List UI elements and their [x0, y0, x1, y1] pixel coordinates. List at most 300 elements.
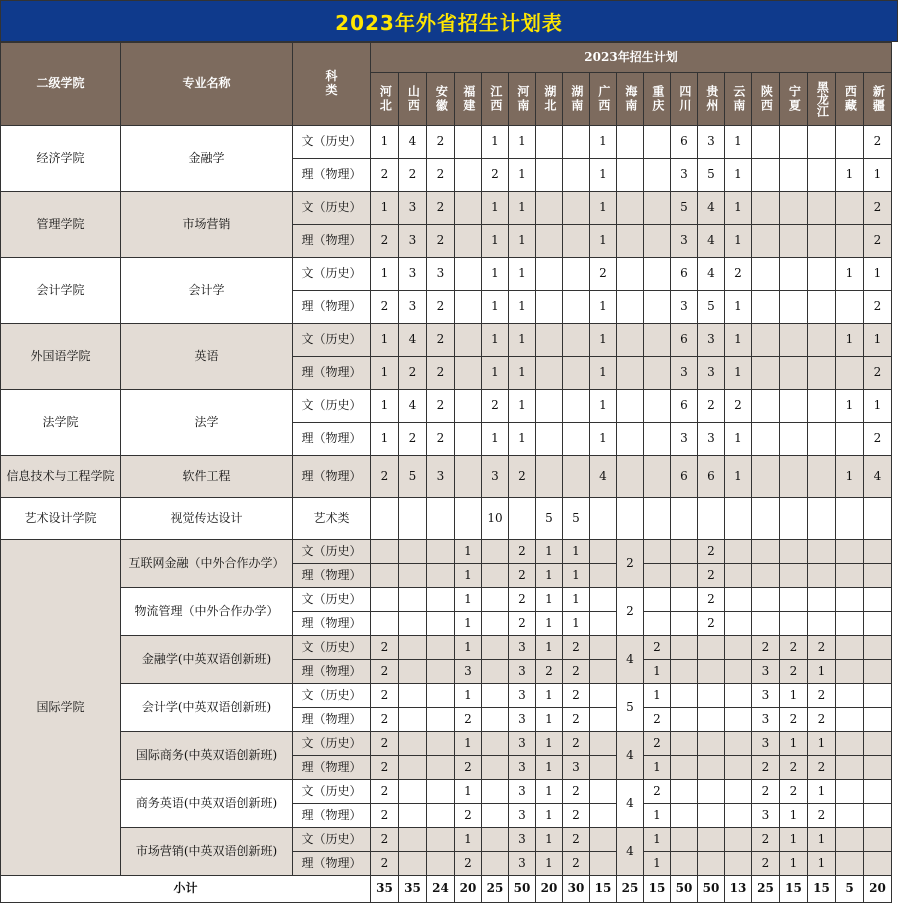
value-cell	[780, 498, 808, 540]
value-cell: 1	[509, 390, 536, 423]
value-cell: 3	[509, 636, 536, 660]
value-cell: 2	[371, 756, 399, 780]
value-cell	[752, 612, 780, 636]
value-cell: 1	[509, 291, 536, 324]
value-cell	[836, 225, 864, 258]
value-cell	[536, 192, 563, 225]
value-cell: 1	[725, 291, 752, 324]
header-province: 安徽	[427, 73, 455, 126]
value-cell: 1	[455, 684, 482, 708]
value-cell	[455, 258, 482, 291]
value-cell: 1	[509, 324, 536, 357]
value-cell: 2	[427, 159, 455, 192]
value-cell	[644, 498, 671, 540]
header-province: 湖北	[536, 73, 563, 126]
value-cell: 2	[780, 660, 808, 684]
value-cell	[725, 684, 752, 708]
major-cell: 金融学(中英双语创新班)	[121, 636, 293, 684]
value-cell: 1	[536, 804, 563, 828]
total-cell: 35	[371, 876, 399, 903]
value-cell	[725, 732, 752, 756]
value-cell	[536, 423, 563, 456]
table-row	[1, 192, 892, 225]
subject-cell: 艺术类	[293, 498, 371, 540]
value-cell	[698, 498, 725, 540]
value-cell: 1	[590, 390, 617, 423]
value-cell: 1	[509, 423, 536, 456]
value-cell	[864, 852, 892, 876]
value-cell: 3	[752, 708, 780, 732]
value-cell: 3	[427, 258, 455, 291]
value-cell	[836, 291, 864, 324]
value-cell: 1	[482, 291, 509, 324]
value-cell: 1	[780, 852, 808, 876]
header-college: 二级学院	[1, 43, 121, 126]
header-province: 山西	[399, 73, 427, 126]
subject-cell: 理（物理）	[293, 225, 371, 258]
total-cell: 20	[455, 876, 482, 903]
value-cell: 1	[836, 258, 864, 291]
value-cell	[455, 390, 482, 423]
value-cell: 2	[371, 291, 399, 324]
value-cell: 2	[752, 780, 780, 804]
value-cell	[617, 390, 644, 423]
value-cell: 1	[864, 258, 892, 291]
value-cell: 2	[371, 684, 399, 708]
value-cell: 3	[698, 423, 725, 456]
value-cell	[590, 828, 617, 852]
value-cell: 6	[671, 324, 698, 357]
value-cell: 1	[590, 126, 617, 159]
value-cell	[836, 357, 864, 390]
value-cell: 1	[482, 126, 509, 159]
value-cell	[482, 756, 509, 780]
table-title: 2023年外省招生计划表	[0, 0, 898, 42]
value-cell	[455, 456, 482, 498]
value-cell: 1	[482, 357, 509, 390]
value-cell	[399, 636, 427, 660]
value-cell	[836, 564, 864, 588]
value-cell	[752, 291, 780, 324]
value-cell: 1	[509, 159, 536, 192]
value-cell	[698, 756, 725, 780]
value-cell	[780, 192, 808, 225]
value-cell	[836, 498, 864, 540]
hainan-merged-cell: 2	[617, 540, 644, 588]
value-cell: 1	[509, 258, 536, 291]
subject-cell: 理（物理）	[293, 804, 371, 828]
value-cell	[644, 588, 671, 612]
value-cell	[780, 423, 808, 456]
value-cell: 3	[455, 660, 482, 684]
value-cell: 1	[590, 324, 617, 357]
value-cell	[725, 828, 752, 852]
college-cell: 会计学院	[1, 258, 121, 324]
value-cell	[698, 804, 725, 828]
header-province: 河北	[371, 73, 399, 126]
subject-cell: 文（历史）	[293, 684, 371, 708]
value-cell	[590, 852, 617, 876]
value-cell: 1	[808, 828, 836, 852]
value-cell: 5	[698, 291, 725, 324]
value-cell: 2	[698, 564, 725, 588]
value-cell: 2	[563, 660, 590, 684]
value-cell: 2	[644, 708, 671, 732]
value-cell	[427, 780, 455, 804]
value-cell: 2	[563, 852, 590, 876]
value-cell	[698, 780, 725, 804]
value-cell	[671, 636, 698, 660]
table-row	[1, 258, 892, 291]
value-cell: 1	[371, 192, 399, 225]
table-row	[1, 780, 892, 804]
major-cell: 法学	[121, 390, 293, 456]
hainan-merged-cell: 2	[617, 588, 644, 636]
hainan-merged-cell: 5	[617, 684, 644, 732]
value-cell: 10	[482, 498, 509, 540]
table-row	[1, 636, 892, 660]
value-cell: 2	[536, 660, 563, 684]
value-cell	[427, 588, 455, 612]
value-cell	[752, 588, 780, 612]
header-province: 陕西	[752, 73, 780, 126]
value-cell	[836, 612, 864, 636]
value-cell: 3	[399, 291, 427, 324]
value-cell: 2	[427, 225, 455, 258]
value-cell: 3	[482, 456, 509, 498]
table-row	[1, 588, 892, 612]
value-cell	[780, 612, 808, 636]
total-cell: 35	[399, 876, 427, 903]
value-cell: 1	[590, 159, 617, 192]
value-cell: 3	[671, 159, 698, 192]
header-major: 专业名称	[121, 43, 293, 126]
value-cell: 1	[864, 390, 892, 423]
value-cell: 2	[698, 588, 725, 612]
value-cell: 1	[536, 732, 563, 756]
value-cell	[617, 357, 644, 390]
value-cell: 1	[780, 804, 808, 828]
value-cell: 2	[371, 732, 399, 756]
value-cell	[864, 828, 892, 852]
value-cell	[617, 291, 644, 324]
table-row	[1, 456, 892, 498]
value-cell: 1	[808, 780, 836, 804]
value-cell	[644, 357, 671, 390]
hainan-merged-cell: 4	[617, 732, 644, 780]
value-cell: 2	[698, 612, 725, 636]
value-cell	[752, 357, 780, 390]
total-cell: 50	[671, 876, 698, 903]
subject-cell: 理（物理）	[293, 159, 371, 192]
value-cell: 2	[509, 456, 536, 498]
value-cell: 3	[509, 828, 536, 852]
value-cell	[617, 423, 644, 456]
subject-cell: 理（物理）	[293, 612, 371, 636]
value-cell	[752, 324, 780, 357]
value-cell: 2	[590, 258, 617, 291]
value-cell: 1	[725, 192, 752, 225]
value-cell	[780, 357, 808, 390]
value-cell	[427, 636, 455, 660]
value-cell: 1	[836, 456, 864, 498]
value-cell	[482, 708, 509, 732]
value-cell	[836, 732, 864, 756]
value-cell: 2	[752, 636, 780, 660]
value-cell	[617, 225, 644, 258]
value-cell: 1	[509, 192, 536, 225]
total-cell: 20	[864, 876, 892, 903]
value-cell	[780, 159, 808, 192]
value-cell: 2	[563, 708, 590, 732]
value-cell	[644, 192, 671, 225]
major-cell: 物流管理（中外合作办学）	[121, 588, 293, 636]
value-cell: 6	[671, 126, 698, 159]
value-cell: 2	[563, 780, 590, 804]
value-cell	[563, 456, 590, 498]
value-cell	[644, 390, 671, 423]
value-cell: 1	[536, 564, 563, 588]
value-cell	[808, 291, 836, 324]
value-cell: 4	[698, 225, 725, 258]
total-cell: 15	[644, 876, 671, 903]
value-cell	[780, 291, 808, 324]
value-cell	[590, 804, 617, 828]
value-cell	[752, 423, 780, 456]
value-cell: 3	[509, 660, 536, 684]
value-cell	[509, 498, 536, 540]
header-province: 新疆	[864, 73, 892, 126]
value-cell	[864, 780, 892, 804]
value-cell	[590, 756, 617, 780]
value-cell	[644, 258, 671, 291]
header-province: 黑龙江	[808, 73, 836, 126]
header-province: 重庆	[644, 73, 671, 126]
value-cell	[399, 588, 427, 612]
subject-cell: 文（历史）	[293, 780, 371, 804]
value-cell	[482, 780, 509, 804]
value-cell: 3	[671, 225, 698, 258]
value-cell	[808, 258, 836, 291]
value-cell	[808, 564, 836, 588]
value-cell	[752, 258, 780, 291]
value-cell	[644, 324, 671, 357]
value-cell: 1	[725, 225, 752, 258]
value-cell	[371, 612, 399, 636]
value-cell: 3	[509, 756, 536, 780]
value-cell: 6	[671, 390, 698, 423]
value-cell	[563, 423, 590, 456]
value-cell: 1	[590, 225, 617, 258]
value-cell: 2	[482, 390, 509, 423]
value-cell	[617, 456, 644, 498]
value-cell: 3	[752, 684, 780, 708]
value-cell: 2	[509, 588, 536, 612]
value-cell	[644, 456, 671, 498]
major-cell: 英语	[121, 324, 293, 390]
value-cell	[455, 498, 482, 540]
value-cell	[725, 612, 752, 636]
header-province: 广西	[590, 73, 617, 126]
total-cell: 25	[482, 876, 509, 903]
value-cell	[617, 192, 644, 225]
value-cell	[644, 291, 671, 324]
value-cell	[399, 684, 427, 708]
value-cell	[617, 126, 644, 159]
college-cell: 国际学院	[1, 540, 121, 876]
value-cell: 2	[427, 390, 455, 423]
value-cell: 3	[509, 684, 536, 708]
value-cell	[836, 804, 864, 828]
value-cell: 2	[864, 291, 892, 324]
table-row	[1, 498, 892, 540]
value-cell: 2	[698, 390, 725, 423]
value-cell: 6	[671, 456, 698, 498]
header-province: 河南	[509, 73, 536, 126]
total-cell: 15	[780, 876, 808, 903]
value-cell: 1	[644, 660, 671, 684]
value-cell	[536, 357, 563, 390]
major-cell: 互联网金融（中外合作办学）	[121, 540, 293, 588]
total-cell: 25	[617, 876, 644, 903]
subject-cell: 理（物理）	[293, 660, 371, 684]
value-cell: 2	[371, 456, 399, 498]
value-cell: 1	[725, 456, 752, 498]
subject-cell: 文（历史）	[293, 324, 371, 357]
value-cell: 2	[509, 564, 536, 588]
value-cell	[752, 192, 780, 225]
value-cell	[836, 756, 864, 780]
value-cell	[536, 258, 563, 291]
value-cell: 1	[455, 540, 482, 564]
value-cell	[725, 564, 752, 588]
value-cell: 2	[371, 636, 399, 660]
header-province: 湖南	[563, 73, 590, 126]
value-cell	[698, 708, 725, 732]
value-cell: 1	[563, 588, 590, 612]
value-cell	[590, 732, 617, 756]
value-cell	[482, 852, 509, 876]
value-cell	[780, 225, 808, 258]
value-cell	[427, 828, 455, 852]
value-cell	[864, 756, 892, 780]
value-cell	[780, 588, 808, 612]
value-cell	[590, 780, 617, 804]
value-cell: 1	[864, 324, 892, 357]
value-cell	[698, 852, 725, 876]
subject-cell: 文（历史）	[293, 192, 371, 225]
value-cell	[482, 636, 509, 660]
value-cell: 3	[399, 225, 427, 258]
value-cell	[399, 660, 427, 684]
value-cell: 3	[698, 357, 725, 390]
value-cell	[808, 390, 836, 423]
value-cell	[752, 456, 780, 498]
value-cell	[563, 258, 590, 291]
value-cell	[864, 498, 892, 540]
value-cell	[864, 564, 892, 588]
total-cell: 15	[808, 876, 836, 903]
value-cell	[617, 258, 644, 291]
value-cell: 3	[509, 804, 536, 828]
value-cell: 2	[563, 828, 590, 852]
major-cell: 软件工程	[121, 456, 293, 498]
value-cell: 1	[780, 828, 808, 852]
value-cell	[455, 159, 482, 192]
value-cell	[836, 852, 864, 876]
value-cell	[455, 225, 482, 258]
value-cell: 2	[399, 357, 427, 390]
major-cell: 会计学(中英双语创新班)	[121, 684, 293, 732]
value-cell	[698, 732, 725, 756]
value-cell	[482, 828, 509, 852]
value-cell	[427, 708, 455, 732]
value-cell: 2	[780, 636, 808, 660]
value-cell	[644, 423, 671, 456]
value-cell	[371, 498, 399, 540]
value-cell	[590, 588, 617, 612]
value-cell	[836, 423, 864, 456]
value-cell	[864, 612, 892, 636]
total-label: 小计	[1, 876, 371, 903]
value-cell: 1	[482, 423, 509, 456]
value-cell	[780, 126, 808, 159]
value-cell: 2	[563, 732, 590, 756]
value-cell	[590, 636, 617, 660]
value-cell	[590, 540, 617, 564]
value-cell: 1	[536, 636, 563, 660]
value-cell	[752, 390, 780, 423]
value-cell: 1	[482, 258, 509, 291]
value-cell: 1	[509, 357, 536, 390]
value-cell	[644, 225, 671, 258]
value-cell	[725, 540, 752, 564]
value-cell	[725, 636, 752, 660]
value-cell: 3	[427, 456, 455, 498]
value-cell	[590, 684, 617, 708]
value-cell: 1	[455, 612, 482, 636]
value-cell	[698, 684, 725, 708]
value-cell	[752, 540, 780, 564]
value-cell: 5	[671, 192, 698, 225]
value-cell: 3	[563, 756, 590, 780]
value-cell: 5	[536, 498, 563, 540]
value-cell	[427, 660, 455, 684]
college-cell: 外国语学院	[1, 324, 121, 390]
value-cell	[536, 225, 563, 258]
value-cell	[455, 291, 482, 324]
value-cell	[698, 828, 725, 852]
value-cell	[698, 636, 725, 660]
value-cell: 1	[725, 324, 752, 357]
value-cell	[427, 612, 455, 636]
value-cell: 4	[399, 126, 427, 159]
value-cell: 4	[399, 324, 427, 357]
value-cell	[482, 660, 509, 684]
value-cell: 3	[509, 780, 536, 804]
value-cell: 2	[808, 756, 836, 780]
subject-cell: 理（物理）	[293, 756, 371, 780]
header-province: 西藏	[836, 73, 864, 126]
value-cell	[536, 291, 563, 324]
value-cell: 1	[536, 828, 563, 852]
value-cell	[808, 612, 836, 636]
value-cell: 2	[427, 357, 455, 390]
value-cell	[399, 852, 427, 876]
value-cell: 4	[590, 456, 617, 498]
value-cell	[427, 852, 455, 876]
major-cell: 市场营销(中英双语创新班)	[121, 828, 293, 876]
